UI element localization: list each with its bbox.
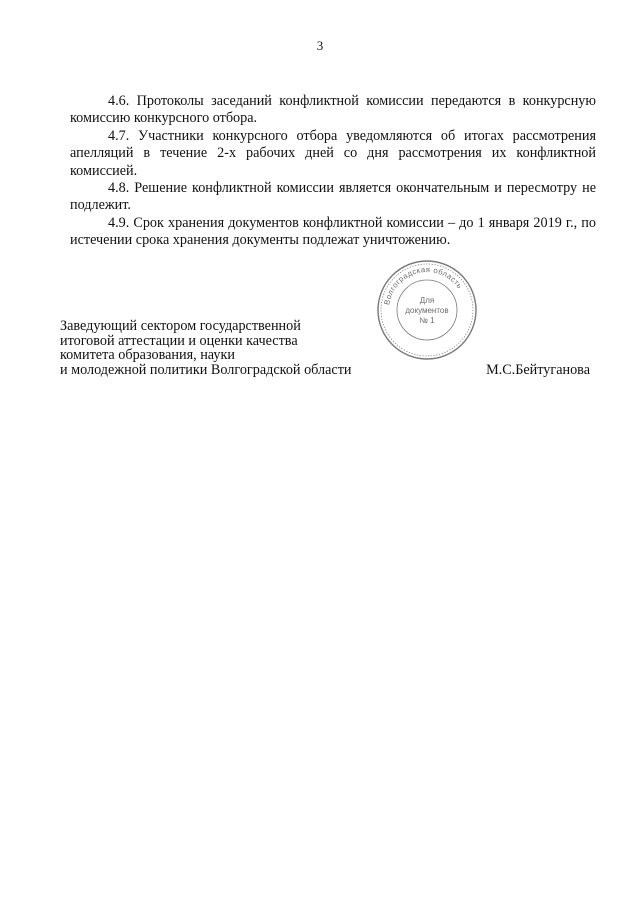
signature-position-line-3: комитета образования, науки [60, 347, 235, 364]
paragraph-4-6: 4.6. Протоколы заседаний конфликтной комиссии передаются в конкурсную комиссию конкурсного отбора. [70, 93, 596, 127]
stamp-center-line-2: документов [405, 306, 449, 315]
signature-position-line-2: итоговой аттестации и оценки качества [60, 332, 298, 349]
signatory-name: М.С.Бейтуганова [486, 361, 590, 378]
signature-position-line-4: и молодежной политики Волгоградской области [60, 361, 352, 378]
stamp-center-line-1: Для [419, 296, 435, 305]
signature-last-row [60, 363, 590, 378]
stamp-ring-text: Волгоградская область [382, 264, 465, 306]
paragraph-4-8: 4.8. Решение конфликтной комиссии является окончательным и пересмотру не подлежит. [70, 180, 596, 214]
signature-block [60, 319, 590, 377]
stamp-center-line-3: № 1 [419, 316, 435, 325]
paragraph-4-7: 4.7. Участники конкурсного отбора уведомляются об итогах рассмотрения апелляций в течение 2-х рабочих дней со дня рассмотрения их конфликтной комиссией. [70, 127, 596, 179]
signature-position-line-1: Заведующий сектором государственной [60, 318, 301, 334]
document-body [70, 93, 596, 250]
page-number: 3 [316, 38, 324, 53]
paragraph-4-9: 4.9. Срок хранения документов конфликтной комиссии – до 1 января 2019 г., по истечении срока хранения документы подлежат уничтожению. [70, 214, 596, 249]
